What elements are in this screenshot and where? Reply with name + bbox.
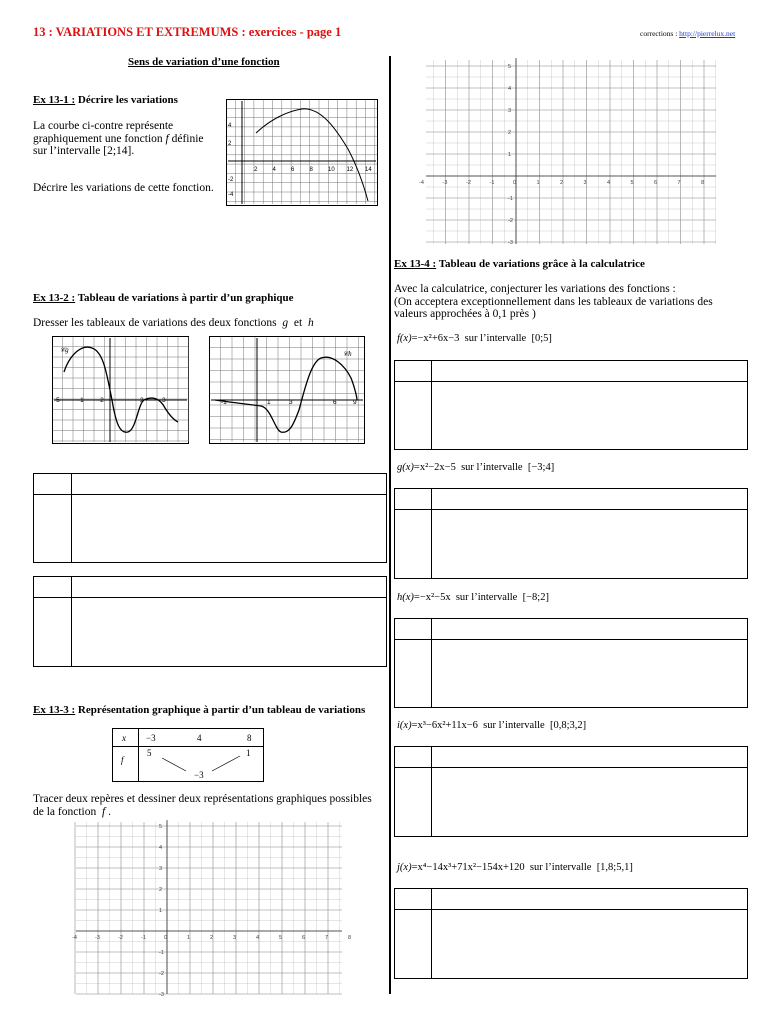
ex4-func-j — [397, 862, 633, 873]
ex3-f-label: f — [121, 755, 124, 765]
ex1-graph — [226, 99, 378, 207]
func-interval-word: sur l’intervalle — [529, 862, 592, 873]
func-expr: =x²−2x−5 — [413, 462, 456, 473]
axis-x-tick: 1 — [187, 935, 191, 941]
axis-x-tick: 8 — [348, 935, 352, 941]
ex4-line2: (On acceptera exceptionnellement dans les tableaux de variations des — [394, 295, 713, 308]
ex2-heading — [33, 292, 294, 304]
func-interval: [−8;2] — [522, 592, 549, 603]
h-xtick: 9 — [353, 399, 357, 406]
axis-x-tick: 5 — [630, 180, 634, 186]
ex2-graph-g — [52, 336, 189, 444]
axis-x-tick: 4 — [607, 180, 611, 186]
axis-x-tick: -3 — [442, 180, 448, 186]
ex3-line2a: de la fonction — [33, 805, 97, 818]
ex3-statement — [33, 793, 383, 818]
section-title: Sens de variation d’une fonction — [128, 56, 280, 68]
axis-x-tick: 0 — [513, 180, 517, 186]
func-interval-word: sur l’intervalle — [455, 592, 518, 603]
axis-y-tick: 1 — [159, 908, 163, 914]
func-interval: [1,8;5,1] — [596, 862, 633, 873]
ex4-table-g[interactable] — [394, 488, 748, 579]
ex4-line1: Avec la calculatrice, conjecturer les variations des fonctions : — [394, 283, 676, 295]
ex4-title: Tableau de variations grâce à la calculatrice — [436, 258, 645, 270]
ex1-heading — [33, 94, 178, 106]
func-name: h(x) — [397, 592, 414, 603]
axis-y-tick: -2 — [159, 971, 164, 977]
axis-x-tick: -1 — [141, 935, 146, 941]
ex3-line2b: . — [108, 805, 111, 818]
ex2-table-1[interactable] — [33, 473, 387, 563]
column-divider — [389, 56, 391, 994]
func-interval-word: sur l’intervalle — [464, 333, 527, 344]
ex3-x-val-1: 4 — [197, 733, 202, 743]
axis-y-tick: 2 — [159, 887, 163, 893]
func-interval-word: sur l’intervalle — [461, 462, 523, 473]
axis-x-tick: 4 — [256, 935, 260, 941]
ex2-table-2[interactable] — [33, 576, 387, 667]
g-xtick: -1 — [78, 397, 84, 404]
axis-y-tick: -3 — [159, 992, 164, 998]
ex1-xtick: 14 — [365, 167, 372, 173]
axis-y-tick: -1 — [159, 950, 164, 956]
func-expr: =x³−6x²+11x−6 — [411, 720, 478, 731]
ex1-f: f — [165, 132, 169, 145]
axis-y-tick: 5 — [159, 824, 163, 830]
h-xtick: 1 — [267, 399, 271, 406]
ex3-f-val-2: 1 — [246, 748, 251, 758]
axis-x-tick: 2 — [560, 180, 564, 186]
axis-y-tick: -3 — [508, 240, 513, 246]
axis-y-tick: 1 — [508, 152, 512, 158]
h-xtick: -1 — [221, 399, 227, 406]
axis-y-tick: 3 — [508, 108, 512, 114]
g-xtick: -2 — [98, 397, 104, 404]
func-name: j(x) — [397, 862, 412, 873]
ex1-ytick: -2 — [228, 177, 234, 183]
axis-y-tick: 4 — [159, 845, 163, 851]
ex1-ytick: 2 — [228, 141, 232, 147]
axis-x-tick: 7 — [325, 935, 329, 941]
ex1-line2a: graphiquement une fonction — [33, 132, 163, 145]
g-xtick: 3 — [162, 397, 166, 404]
func-name: i(x) — [397, 720, 412, 731]
ex1-line3a: sur l’intervalle — [33, 145, 101, 157]
ex4-axes-grid — [419, 56, 718, 246]
ex2-title: Tableau de variations à partir d’un graphique — [75, 292, 294, 304]
corrections-link[interactable]: http://pierrelux.net — [679, 29, 736, 38]
ex4-func-g — [397, 462, 554, 473]
ex3-line1: Tracer deux repères et dessiner deux représentations graphiques possibles — [33, 793, 372, 805]
graph-g-label: 𝒞g — [60, 346, 69, 354]
ex4-heading — [394, 258, 645, 270]
ex3-f: f — [101, 805, 106, 818]
axis-x-tick: 3 — [583, 180, 587, 186]
ex1-xtick: 10 — [328, 167, 335, 173]
ex3-x-val-0: −3 — [146, 733, 156, 743]
graph-h-label: 𝒞h — [343, 350, 352, 358]
ex2-graph-h — [209, 336, 365, 444]
ex1-ytick: -4 — [228, 192, 234, 198]
ex4-func-f — [397, 333, 552, 344]
func-expr: =x⁴−14x³+71x²−154x+120 — [411, 862, 525, 873]
ex4-func-h — [397, 592, 549, 603]
ex1-xtick: 12 — [346, 167, 354, 173]
h-xtick: 6 — [333, 399, 337, 406]
page-title: 13 : VARIATIONS ET EXTREMUMS : exercices - page 1 — [33, 25, 342, 39]
axis-x-tick: -3 — [95, 935, 100, 941]
ex1-statement — [33, 120, 223, 158]
axis-x-tick: 7 — [677, 180, 681, 186]
g-xtick: -5 — [54, 397, 60, 404]
ex3-axes-grid — [72, 818, 352, 998]
ex1-number: Ex 13-1 : — [33, 94, 76, 106]
ex1-ytick: 4 — [228, 123, 232, 129]
ex3-variation-table — [112, 728, 264, 783]
ex2-number: Ex 13-2 : — [33, 292, 76, 304]
ex2-h: h — [307, 317, 314, 329]
axis-y-tick: 3 — [159, 866, 163, 872]
ex4-table-f[interactable] — [394, 360, 748, 450]
ex2-et: et — [293, 317, 303, 329]
ex3-x-val-2: 8 — [247, 733, 252, 743]
ex1-interval: [2;14] — [103, 145, 132, 157]
ex1-line3b: . — [131, 145, 135, 157]
axis-x-tick: 6 — [654, 180, 658, 186]
ex4-func-i — [397, 720, 586, 731]
axis-x-tick: 8 — [701, 180, 705, 186]
ex3-heading — [33, 704, 365, 716]
ex1-xtick: 4 — [272, 167, 276, 173]
ex1-line1: La courbe ci-contre représente — [33, 120, 174, 132]
axis-x-tick: 6 — [302, 935, 306, 941]
axis-y-tick: -1 — [508, 196, 513, 202]
ex4-table-i[interactable] — [394, 746, 748, 837]
ex4-number: Ex 13-4 : — [394, 258, 437, 270]
ex1-xtick: 6 — [291, 167, 295, 173]
axis-x-tick: 1 — [536, 180, 540, 186]
func-name: g(x) — [397, 462, 414, 473]
corrections-note — [640, 29, 735, 38]
ex1-title: Décrire les variations — [75, 94, 178, 106]
ex3-x-label: x — [122, 733, 126, 743]
axis-x-tick: -2 — [466, 180, 471, 186]
ex4-statement — [394, 283, 754, 321]
ex4-table-h[interactable] — [394, 618, 748, 708]
ex3-title: Représentation graphique à partir d’un tableau de variations — [75, 704, 366, 716]
axis-x-tick: 3 — [233, 935, 237, 941]
ex4-line3: valeurs approchées à 0,1 près ) — [394, 308, 536, 320]
ex2-statement — [33, 317, 314, 330]
func-interval: [0,8;3,2] — [549, 720, 587, 731]
axis-x-tick: 5 — [279, 935, 283, 941]
func-expr: =−x²+6x−3 — [411, 333, 460, 344]
axis-x-tick: -1 — [489, 180, 495, 186]
axis-y-tick: 2 — [508, 130, 512, 136]
ex1-xtick: 2 — [254, 167, 258, 173]
func-interval: [0;5] — [531, 333, 552, 344]
ex3-f-val-1: −3 — [194, 770, 204, 780]
axis-x-tick: -4 — [419, 180, 424, 186]
func-expr: =−x²−5x — [413, 592, 451, 603]
func-interval-word: sur l’intervalle — [483, 720, 545, 731]
ex2-line: Dresser les tableaux de variations des deux fonctions — [33, 317, 277, 329]
func-interval: [−3;4] — [527, 462, 555, 473]
axis-y-tick: -2 — [508, 218, 513, 224]
axis-x-tick: 2 — [210, 935, 214, 941]
corrections-label: corrections : — [640, 29, 680, 38]
ex1-question: Décrire les variations de cette fonction. — [33, 182, 214, 194]
axis-x-tick: -4 — [72, 935, 77, 941]
ex2-g: g — [282, 317, 289, 329]
g-xtick: 2 — [140, 397, 144, 404]
axis-x-tick: 0 — [164, 935, 168, 941]
ex1-line2b: définie — [171, 132, 204, 145]
func-name: f(x) — [397, 333, 412, 344]
axis-x-tick: -2 — [118, 935, 123, 941]
ex3-number: Ex 13-3 : — [33, 704, 76, 716]
h-xtick: 3 — [289, 399, 293, 406]
axis-y-tick: 5 — [508, 64, 512, 70]
ex1-xtick: 8 — [309, 167, 313, 173]
axis-y-tick: 4 — [508, 86, 512, 92]
ex3-f-val-0: 5 — [147, 748, 152, 758]
ex4-table-j[interactable] — [394, 888, 748, 979]
